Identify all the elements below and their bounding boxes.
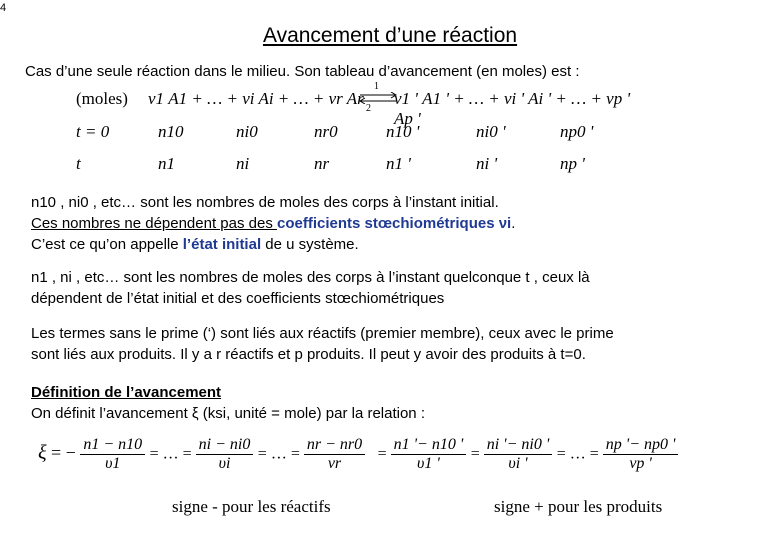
table-cell: n10: [158, 122, 184, 141]
table-cell: n1: [158, 154, 175, 173]
row-label-t0: t = 0: [76, 122, 110, 141]
para1-line1: n10 , ni0 , etc… sont les nombres de moles des corps à l’instant initial.: [31, 194, 499, 211]
para3-line1: Les termes sans le prime (‘) sont liés aux réactifs (premier membre), ceux avec le prime: [31, 325, 614, 342]
table-cell: nr0: [314, 122, 338, 141]
advancement-formula: ξ = − $\frac{n1 - n10}{\upsilon 1}$ = … = $\frac{ni - ni0}{\upsilon i}$ = … = $\frac{nr - nr0}{\nu r}$ = $\frac{n1 '- n10 '}{\upsilon 1 '}$ = $\frac{ni '- ni0 '}{\upsilon i '}$ = … = $\frac{np '- np0 '}{\nu p '}$: [38, 436, 678, 473]
arrow-label-top: 1: [374, 81, 379, 92]
table-cell: ni0 ': [476, 122, 506, 141]
caption-reactants: signe - pour les réactifs: [172, 497, 331, 516]
slide-number: 4: [0, 2, 7, 14]
table-cell: np0 ': [560, 122, 594, 141]
table-cell: np ': [560, 154, 585, 173]
paragraph-prime-terms: [31, 323, 614, 365]
fraction: $\frac{np '- np0 '}{\nu p '}$: [603, 436, 679, 473]
para2-line2: dépendent de l’état initial et des coefficients stœchiométriques: [31, 290, 445, 307]
para2-line1: n1 , ni , etc… sont les nombres de moles des corps à l’instant quelconque t , ceux là: [31, 269, 590, 286]
page-title: Avancement d’une réaction: [262, 24, 518, 47]
para1-line2: Ces nombres ne dépendent pas des coefficients stœchiométriques νi.: [31, 215, 516, 232]
caption-products: signe + pour les produits: [494, 497, 663, 516]
fraction: $\frac{nr - nr0}{\nu r}$: [304, 436, 365, 473]
table-header-label: (moles): [76, 89, 128, 108]
table-cell: ni0: [236, 122, 258, 141]
intro-text: Cas d’une seule réaction dans le milieu. Son tableau d’avancement (en moles) est :: [25, 63, 580, 80]
table-cell: ni: [236, 154, 250, 173]
fraction: $\frac{n1 '- n10 '}{\upsilon 1 '}$: [391, 436, 467, 473]
advancement-table: [72, 81, 632, 184]
fraction: $\frac{n1 - n10}{\upsilon 1}$: [80, 436, 145, 473]
equation-right: ν1 ' A1 ' + … + νi ' Ai ' + … + νp ' Ap ': [394, 89, 631, 128]
row-label-t: t: [76, 154, 81, 173]
para1-line3: C’est ce qu’on appelle l’état initial de u système.: [31, 236, 359, 253]
paragraph-initial-state: [31, 192, 515, 255]
equation-left: ν1 A1 + … + νi Ai + … + νr Ar: [148, 89, 364, 108]
fraction: $\frac{ni - ni0}{\upsilon i}$: [196, 436, 254, 473]
table-cell: nr: [314, 154, 330, 173]
definition-block: [31, 382, 425, 424]
table-cell: n1 ': [386, 154, 411, 173]
equilibrium-arrow-icon: [358, 92, 398, 104]
arrow-label-bottom: 2: [366, 103, 371, 114]
definition-heading: Définition de l’avancement: [31, 384, 222, 401]
definition-line: On définit l’avancement ξ (ksi, unité = mole) par la relation :: [31, 405, 425, 422]
fraction: $\frac{ni '- ni0 '}{\upsilon i '}$: [484, 436, 553, 473]
table-cell: n10 ': [386, 122, 420, 141]
paragraph-any-instant: [31, 267, 590, 309]
para3-line2: sont liés aux produits. Il y a r réactifs et p produits. Il peut y avoir des produits à t=0.: [31, 346, 586, 363]
xi-symbol: ξ: [38, 441, 47, 464]
table-cell: ni ': [476, 154, 498, 173]
